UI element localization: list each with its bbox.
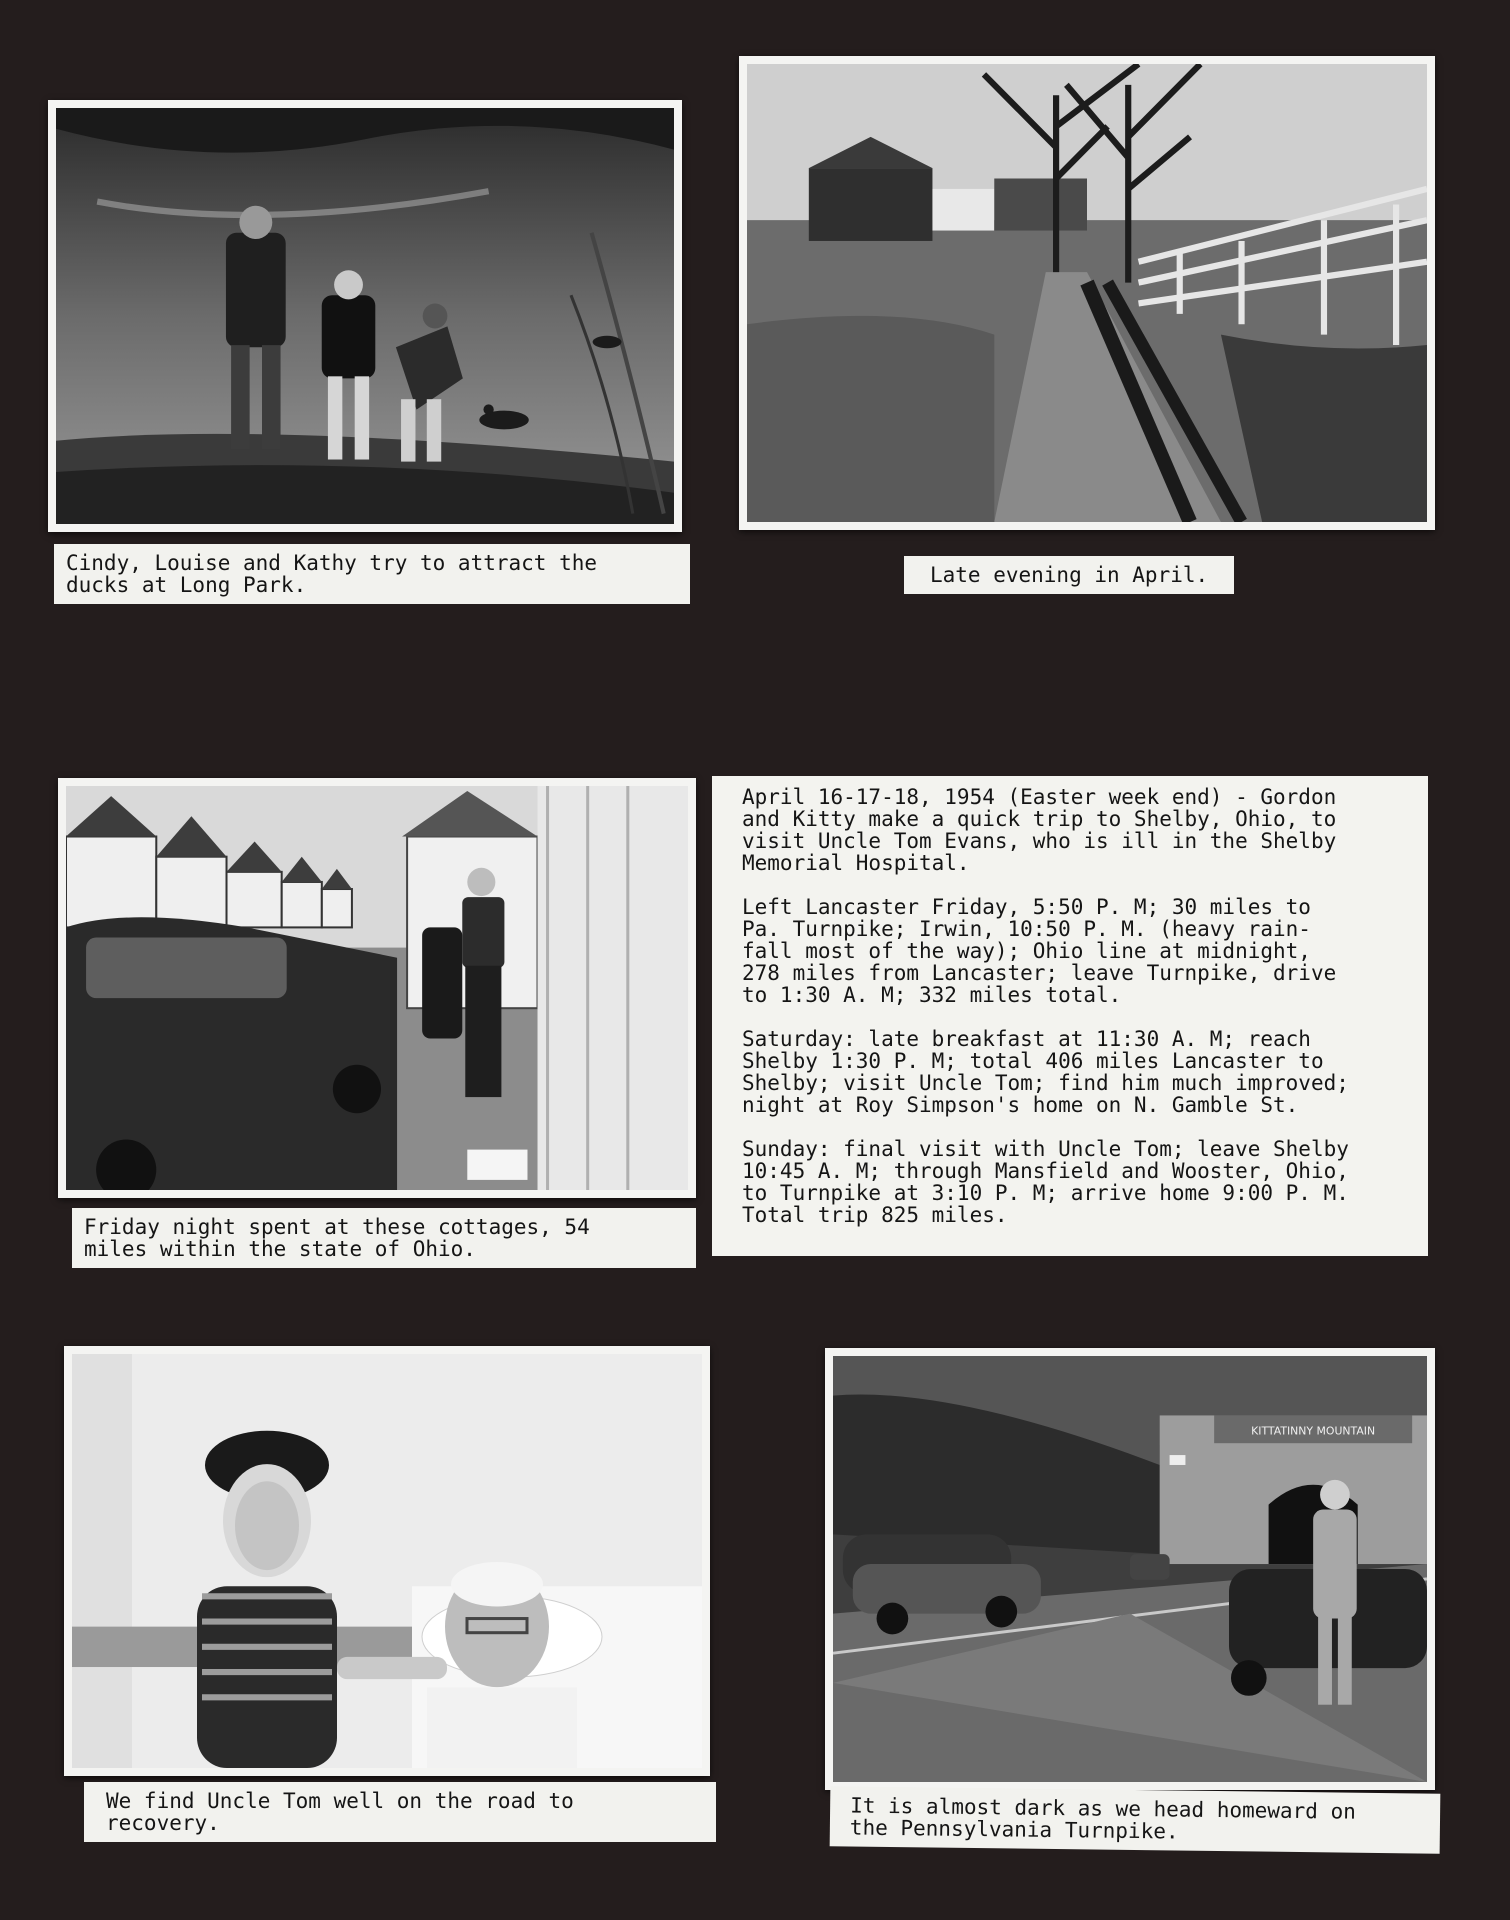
photo-cottages-ohio xyxy=(58,778,696,1198)
note-paragraph-intro: April 16-17-18, 1954 (Easter week end) - Gordon and Kitty make a quick trip to Shelby, Ohio, to visit Uncle Tom Evans, who is ill in the Shelby Memorial Hospital. xyxy=(742,785,1337,875)
photo-turnpike-tunnel xyxy=(825,1348,1435,1790)
caption-road-april: Late evening in April. xyxy=(904,556,1234,594)
caption-ducks-long-park: Cindy, Louise and Kathy try to attract the ducks at Long Park. xyxy=(54,544,690,604)
cottages-image xyxy=(66,786,688,1190)
hospital-image xyxy=(72,1354,702,1768)
photo-hospital-uncle-tom xyxy=(64,1346,710,1776)
caption-turnpike: It is almost dark as we head homeward on the Pennsylvania Turnpike. xyxy=(830,1786,1441,1853)
caption-hospital-uncle-tom: We find Uncle Tom well on the road to recovery. xyxy=(84,1782,716,1842)
road-image xyxy=(747,64,1427,522)
trip-itinerary-note xyxy=(712,776,1428,1256)
pond-image xyxy=(56,108,674,524)
photo-road-april xyxy=(739,56,1435,530)
note-paragraph-saturday: Saturday: late breakfast at 11:30 A. M; reach Shelby 1:30 P. M; total 406 miles Lancaster to Shelby; visit Uncle Tom; find him much improved; night at Roy Simpson's home on N. Gamble St. xyxy=(742,1027,1349,1117)
tunnel-sign: KITTATINNY MOUNTAIN xyxy=(1251,1424,1376,1438)
note-paragraph-sunday: Sunday: final visit with Uncle Tom; leave Shelby 10:45 A. M; through Mansfield and Wooster, Ohio, to Turnpike at 3:10 P. M; arrive home 9:00 P. M. Total trip 825 miles. xyxy=(742,1137,1349,1227)
caption-cottages-ohio: Friday night spent at these cottages, 54 miles within the state of Ohio. xyxy=(72,1208,696,1268)
photo-ducks-long-park xyxy=(48,100,682,532)
note-paragraph-friday: Left Lancaster Friday, 5:50 P. M; 30 miles to Pa. Turnpike; Irwin, 10:50 P. M. (heavy rain- fall most of the way); Ohio line at midnight, 278 miles from Lancaster; leave Turnpike, drive to 1:30 A. M; 332 miles total. xyxy=(742,895,1337,1007)
turnpike-image xyxy=(833,1356,1427,1782)
